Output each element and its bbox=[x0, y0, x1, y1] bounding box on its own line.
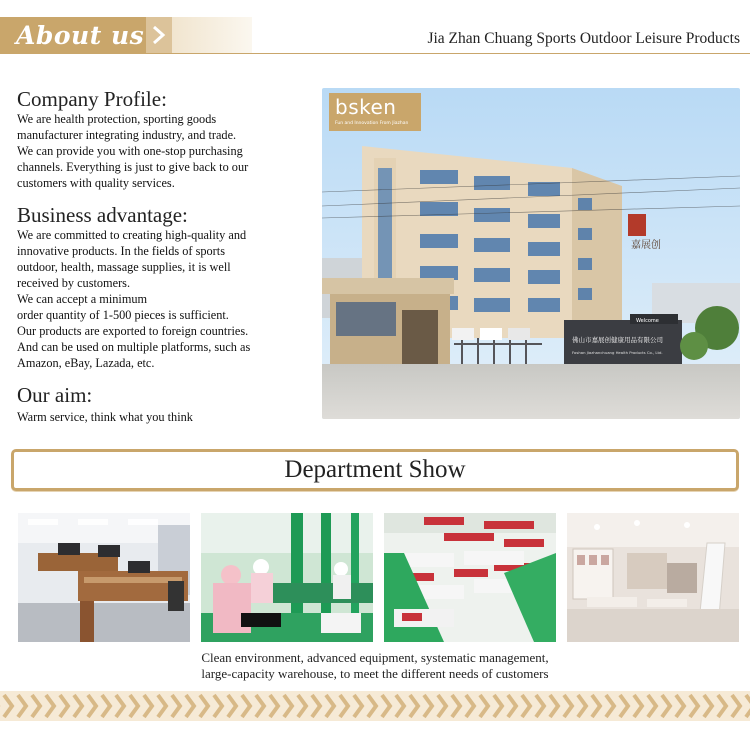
profile-line: We can provide you with one-stop purchasing bbox=[17, 144, 243, 158]
company-profile-text bbox=[17, 111, 309, 191]
business-advantage-section bbox=[17, 203, 309, 371]
profile-line: manufacturer integrating industry, and trade. bbox=[17, 128, 237, 142]
about-us-header bbox=[0, 14, 750, 58]
company-profile-section bbox=[17, 87, 309, 191]
department-show-title: Department Show bbox=[284, 456, 466, 483]
advantage-line: outdoor, health, massage supplies, it is well bbox=[17, 260, 231, 274]
business-advantage-text bbox=[17, 227, 309, 371]
company-building-photo bbox=[322, 88, 740, 419]
header-divider bbox=[0, 53, 750, 54]
advantage-line: order quantity of 1-500 pieces is sufficient. bbox=[17, 308, 229, 322]
advantage-line: And can be used on multiple platforms, such as bbox=[17, 340, 251, 354]
about-us-tab bbox=[0, 17, 146, 53]
advantage-line: received by customers. bbox=[17, 276, 131, 290]
advantage-line: We can accept a minimum bbox=[17, 292, 148, 306]
welcome-sign: Welcome bbox=[636, 318, 659, 324]
bsken-logo bbox=[329, 93, 421, 131]
footer-chevron-pattern bbox=[0, 691, 750, 721]
company-name: Jia Zhan Chuang Sports Outdoor Leisure Products bbox=[427, 30, 740, 47]
sign-subtext: Foshan Jiazhanchuang Health Products Co., Ltd. bbox=[572, 350, 663, 355]
logo-tagline: Fun and Innovation From Jiazhan bbox=[335, 121, 409, 126]
production-line-photo bbox=[201, 513, 373, 642]
about-us-label: About us bbox=[16, 21, 145, 50]
our-aim-text: Warm service, think what you think bbox=[17, 410, 193, 424]
chevron-right-icon bbox=[146, 17, 172, 53]
profile-line: customers with quality services. bbox=[17, 176, 175, 190]
company-profile-title: Company Profile: bbox=[17, 87, 167, 111]
warehouse-photo bbox=[384, 513, 556, 642]
our-aim-title: Our aim: bbox=[17, 383, 93, 407]
caption-line: Clean environment, advanced equipment, systematic management, bbox=[201, 650, 549, 665]
facade-mark: 嘉展创 bbox=[631, 240, 661, 251]
advantage-line: We are committed to creating high-quality and bbox=[17, 228, 247, 242]
caption-line: large-capacity warehouse, to meet the different needs of customers bbox=[201, 666, 549, 681]
office-photo bbox=[18, 513, 190, 642]
department-caption bbox=[0, 650, 750, 682]
profile-line: We are health protection, sporting goods bbox=[17, 112, 217, 126]
header-fade-decoration bbox=[172, 17, 252, 53]
logo-wordmark: bsken bbox=[335, 95, 397, 119]
advantage-line: Amazon, eBay, Lazada, etc. bbox=[17, 356, 155, 370]
advantage-line: Our products are exported to foreign countries. bbox=[17, 324, 249, 338]
advantage-line: innovative products. In the fields of sports bbox=[17, 244, 225, 258]
profile-line: channels. Everything is just to give back to our bbox=[17, 160, 249, 174]
our-aim-section bbox=[17, 383, 309, 425]
business-advantage-title: Business advantage: bbox=[17, 203, 188, 227]
showroom-photo bbox=[567, 513, 739, 642]
department-show-banner bbox=[11, 449, 739, 491]
sign-text: 佛山市嘉展创健康用品有限公司 bbox=[572, 336, 663, 344]
